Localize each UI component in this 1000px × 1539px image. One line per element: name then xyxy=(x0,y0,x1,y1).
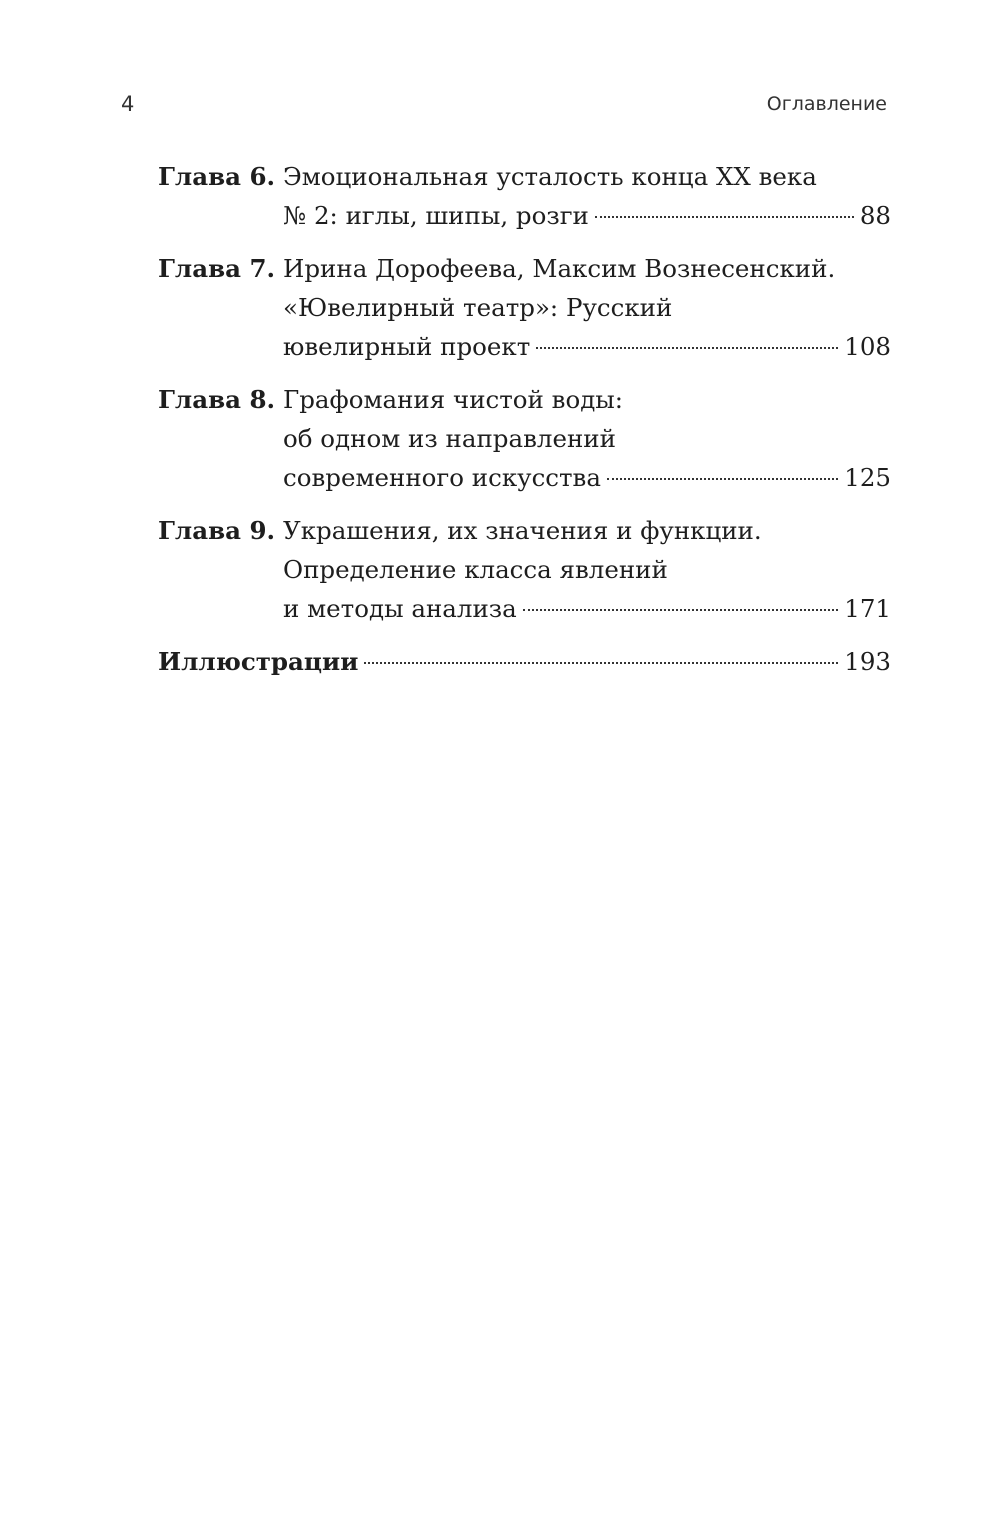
toc-entry-chapter-9[interactable] xyxy=(158,511,891,628)
toc-entry-chapter-6[interactable] xyxy=(158,157,891,235)
title-line xyxy=(158,642,891,681)
toc-entry-chapter-8[interactable] xyxy=(158,380,891,497)
dot-leader xyxy=(607,478,838,480)
page-ref: 171 xyxy=(844,594,891,623)
title-line: ювелирный проект 108 xyxy=(283,327,891,366)
title-line: Ирина Дорофеева, Максим Вознесенский. xyxy=(283,254,836,283)
page-ref: 193 xyxy=(844,647,891,676)
chapter-title xyxy=(283,157,891,235)
dot-leader xyxy=(364,662,838,664)
chapter-label: Глава 8. xyxy=(158,385,276,414)
chapter-label: Глава 9. xyxy=(158,516,276,545)
chapter-label: Глава 6. xyxy=(158,162,276,191)
page-ref: 88 xyxy=(859,201,891,230)
title-line: Эмоциональная усталость конца XX века xyxy=(283,162,817,191)
illustrations-label: Иллюстрации xyxy=(158,647,359,676)
page-ref: 108 xyxy=(844,332,891,361)
running-head: Оглавление xyxy=(766,93,887,115)
title-line: Графомания чистой воды: xyxy=(283,385,624,414)
dot-leader xyxy=(595,216,854,218)
table-of-contents xyxy=(158,157,891,695)
title-line: Украшения, их значения и функции. xyxy=(283,516,762,545)
toc-entry-illustrations[interactable] xyxy=(158,642,891,681)
title-line: об одном из направлений xyxy=(283,424,616,453)
page-ref: 125 xyxy=(844,463,891,492)
chapter-title xyxy=(283,511,891,628)
title-line: и методы анализа 171 xyxy=(283,589,891,628)
title-line: современного искусства 125 xyxy=(283,458,891,497)
toc-entry-chapter-7[interactable] xyxy=(158,249,891,366)
title-line: «Ювелирный театр»: Русский xyxy=(283,293,673,322)
dot-leader xyxy=(536,347,838,349)
title-line: № 2: иглы, шипы, розги 88 xyxy=(283,196,891,235)
chapter-title xyxy=(283,249,891,366)
chapter-title xyxy=(283,380,891,497)
chapter-label: Глава 7. xyxy=(158,254,276,283)
dot-leader xyxy=(523,609,838,611)
page-number: 4 xyxy=(121,92,135,116)
title-line: Определение класса явлений xyxy=(283,555,668,584)
illustrations-title xyxy=(158,642,891,681)
